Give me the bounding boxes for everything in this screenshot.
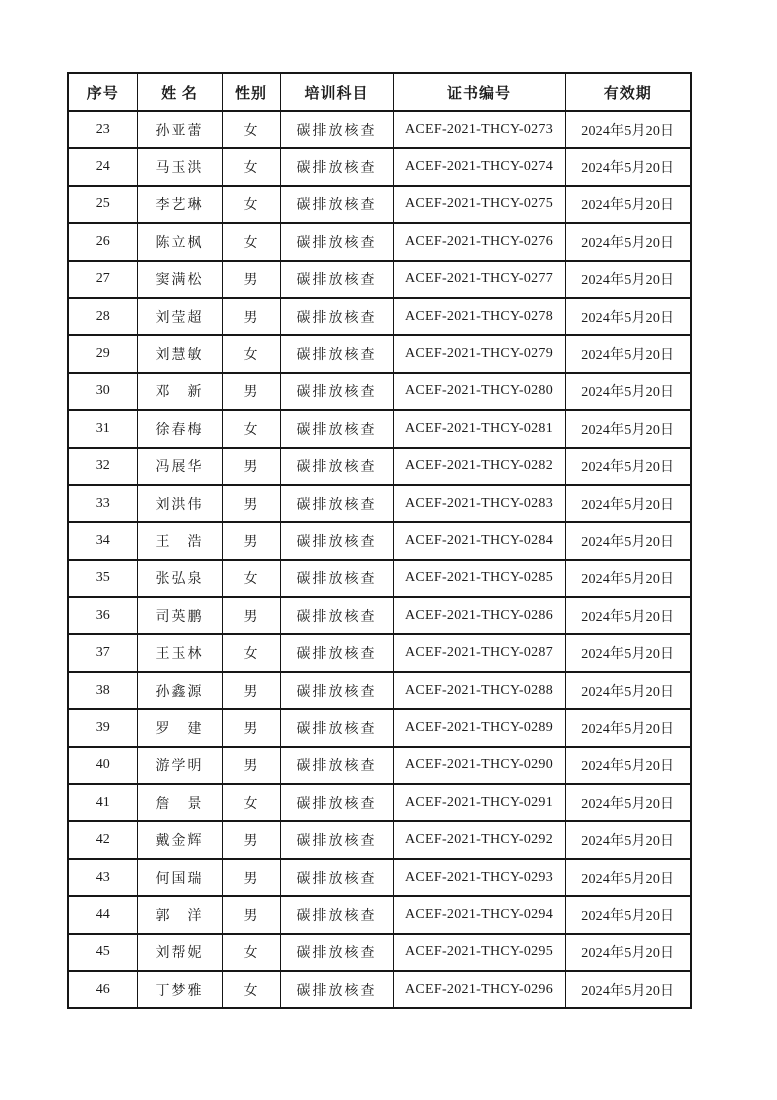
cell-validity: 2024年5月20日 (565, 448, 691, 485)
cell-name: 戴金辉 (137, 821, 222, 858)
cell-subject: 碳排放核查 (280, 148, 393, 185)
cell-seq: 25 (68, 186, 137, 223)
cell-seq: 36 (68, 597, 137, 634)
cell-validity: 2024年5月20日 (565, 560, 691, 597)
cell-validity: 2024年5月20日 (565, 934, 691, 971)
cell-seq: 42 (68, 821, 137, 858)
cell-seq: 27 (68, 261, 137, 298)
table-row (68, 448, 691, 485)
cell-validity: 2024年5月20日 (565, 111, 691, 148)
cell-gender: 男 (222, 448, 280, 485)
cell-seq: 28 (68, 298, 137, 335)
cell-name: 徐春梅 (137, 410, 222, 447)
cell-validity: 2024年5月20日 (565, 485, 691, 522)
cell-name: 李艺琳 (137, 186, 222, 223)
cell-cert-no: ACEF-2021-THCY-0279 (393, 335, 565, 372)
certificate-table-body (68, 111, 691, 1008)
cell-seq: 34 (68, 522, 137, 559)
table-row (68, 111, 691, 148)
cell-name: 孙鑫源 (137, 672, 222, 709)
cell-name: 罗 建 (137, 709, 222, 746)
cell-seq: 45 (68, 934, 137, 971)
cell-gender: 男 (222, 709, 280, 746)
cell-validity: 2024年5月20日 (565, 522, 691, 559)
cell-gender: 男 (222, 261, 280, 298)
cell-gender: 女 (222, 223, 280, 260)
cell-seq: 30 (68, 373, 137, 410)
table-row (68, 148, 691, 185)
cell-subject: 碳排放核查 (280, 971, 393, 1008)
cell-subject: 碳排放核查 (280, 448, 393, 485)
cell-seq: 32 (68, 448, 137, 485)
cell-gender: 女 (222, 186, 280, 223)
cell-name: 何国瑞 (137, 859, 222, 896)
cell-name: 刘莹超 (137, 298, 222, 335)
cell-cert-no: ACEF-2021-THCY-0282 (393, 448, 565, 485)
cell-cert-no: ACEF-2021-THCY-0281 (393, 410, 565, 447)
cell-gender: 女 (222, 335, 280, 372)
cell-name: 孙亚蕾 (137, 111, 222, 148)
header-subject: 培训科目 (280, 73, 393, 111)
cell-name: 丁梦雅 (137, 971, 222, 1008)
cell-cert-no: ACEF-2021-THCY-0291 (393, 784, 565, 821)
cell-gender: 女 (222, 971, 280, 1008)
cell-name: 冯展华 (137, 448, 222, 485)
cell-name: 陈立枫 (137, 223, 222, 260)
cell-name: 詹 景 (137, 784, 222, 821)
cell-subject: 碳排放核查 (280, 410, 393, 447)
cell-seq: 24 (68, 148, 137, 185)
cell-gender: 女 (222, 634, 280, 671)
cell-validity: 2024年5月20日 (565, 971, 691, 1008)
cell-seq: 39 (68, 709, 137, 746)
cell-subject: 碳排放核查 (280, 111, 393, 148)
cell-gender: 男 (222, 373, 280, 410)
cell-seq: 33 (68, 485, 137, 522)
cell-cert-no: ACEF-2021-THCY-0292 (393, 821, 565, 858)
cell-cert-no: ACEF-2021-THCY-0287 (393, 634, 565, 671)
cell-name: 刘帮妮 (137, 934, 222, 971)
cell-validity: 2024年5月20日 (565, 597, 691, 634)
cell-subject: 碳排放核查 (280, 261, 393, 298)
cell-cert-no: ACEF-2021-THCY-0296 (393, 971, 565, 1008)
cell-validity: 2024年5月20日 (565, 298, 691, 335)
cell-cert-no: ACEF-2021-THCY-0288 (393, 672, 565, 709)
cell-cert-no: ACEF-2021-THCY-0277 (393, 261, 565, 298)
table-row (68, 934, 691, 971)
cell-validity: 2024年5月20日 (565, 261, 691, 298)
cell-validity: 2024年5月20日 (565, 223, 691, 260)
cell-validity: 2024年5月20日 (565, 410, 691, 447)
table-row (68, 896, 691, 933)
cell-cert-no: ACEF-2021-THCY-0283 (393, 485, 565, 522)
cell-seq: 26 (68, 223, 137, 260)
cell-validity: 2024年5月20日 (565, 672, 691, 709)
cell-seq: 40 (68, 747, 137, 784)
cell-validity: 2024年5月20日 (565, 859, 691, 896)
table-row (68, 971, 691, 1008)
table-row (68, 560, 691, 597)
cell-cert-no: ACEF-2021-THCY-0289 (393, 709, 565, 746)
cell-seq: 37 (68, 634, 137, 671)
cell-subject: 碳排放核查 (280, 373, 393, 410)
cell-name: 马玉洪 (137, 148, 222, 185)
cell-name: 张弘泉 (137, 560, 222, 597)
cell-subject: 碳排放核查 (280, 709, 393, 746)
cell-subject: 碳排放核查 (280, 784, 393, 821)
table-row (68, 672, 691, 709)
cell-name: 郭 洋 (137, 896, 222, 933)
cell-cert-no: ACEF-2021-THCY-0295 (393, 934, 565, 971)
cell-gender: 男 (222, 747, 280, 784)
cell-subject: 碳排放核查 (280, 223, 393, 260)
table-row (68, 298, 691, 335)
cell-seq: 41 (68, 784, 137, 821)
cell-name: 游学明 (137, 747, 222, 784)
cell-validity: 2024年5月20日 (565, 821, 691, 858)
cell-cert-no: ACEF-2021-THCY-0284 (393, 522, 565, 559)
cell-gender: 男 (222, 522, 280, 559)
cell-subject: 碳排放核查 (280, 560, 393, 597)
cell-subject: 碳排放核查 (280, 522, 393, 559)
cell-gender: 女 (222, 560, 280, 597)
cell-gender: 女 (222, 148, 280, 185)
cell-cert-no: ACEF-2021-THCY-0275 (393, 186, 565, 223)
table-row (68, 485, 691, 522)
cell-gender: 女 (222, 784, 280, 821)
table-row (68, 859, 691, 896)
table-row (68, 821, 691, 858)
cell-name: 王玉林 (137, 634, 222, 671)
cell-validity: 2024年5月20日 (565, 709, 691, 746)
cell-subject: 碳排放核查 (280, 298, 393, 335)
cell-subject: 碳排放核查 (280, 672, 393, 709)
cell-subject: 碳排放核查 (280, 934, 393, 971)
cell-cert-no: ACEF-2021-THCY-0294 (393, 896, 565, 933)
cell-seq: 29 (68, 335, 137, 372)
certificate-table-header (68, 73, 691, 111)
cell-gender: 女 (222, 111, 280, 148)
cell-subject: 碳排放核查 (280, 859, 393, 896)
header-seq: 序号 (68, 73, 137, 111)
table-row (68, 522, 691, 559)
cell-cert-no: ACEF-2021-THCY-0286 (393, 597, 565, 634)
cell-validity: 2024年5月20日 (565, 784, 691, 821)
cell-cert-no: ACEF-2021-THCY-0285 (393, 560, 565, 597)
cell-cert-no: ACEF-2021-THCY-0293 (393, 859, 565, 896)
cell-seq: 31 (68, 410, 137, 447)
cell-gender: 男 (222, 597, 280, 634)
cell-seq: 38 (68, 672, 137, 709)
cell-gender: 男 (222, 859, 280, 896)
cell-gender: 女 (222, 410, 280, 447)
table-row (68, 747, 691, 784)
cell-name: 窦满松 (137, 261, 222, 298)
table-row (68, 186, 691, 223)
header-name: 姓 名 (137, 73, 222, 111)
cell-cert-no: ACEF-2021-THCY-0273 (393, 111, 565, 148)
cell-gender: 男 (222, 896, 280, 933)
cell-name: 刘洪伟 (137, 485, 222, 522)
cell-name: 刘慧敏 (137, 335, 222, 372)
cell-subject: 碳排放核查 (280, 747, 393, 784)
cell-seq: 44 (68, 896, 137, 933)
cell-subject: 碳排放核查 (280, 335, 393, 372)
table-row (68, 373, 691, 410)
table-row (68, 597, 691, 634)
cell-subject: 碳排放核查 (280, 896, 393, 933)
cell-subject: 碳排放核查 (280, 821, 393, 858)
cell-gender: 男 (222, 672, 280, 709)
cell-validity: 2024年5月20日 (565, 634, 691, 671)
cell-subject: 碳排放核查 (280, 485, 393, 522)
cell-validity: 2024年5月20日 (565, 373, 691, 410)
header-validity: 有效期 (565, 73, 691, 111)
cell-name: 王 浩 (137, 522, 222, 559)
table-row (68, 709, 691, 746)
table-row (68, 784, 691, 821)
cell-gender: 男 (222, 821, 280, 858)
cell-gender: 男 (222, 485, 280, 522)
cell-subject: 碳排放核查 (280, 634, 393, 671)
table-row (68, 223, 691, 260)
cell-validity: 2024年5月20日 (565, 148, 691, 185)
cell-cert-no: ACEF-2021-THCY-0290 (393, 747, 565, 784)
cell-cert-no: ACEF-2021-THCY-0278 (393, 298, 565, 335)
table-row (68, 634, 691, 671)
header-gender: 性别 (222, 73, 280, 111)
header-cert-no: 证书编号 (393, 73, 565, 111)
cell-validity: 2024年5月20日 (565, 186, 691, 223)
cell-gender: 男 (222, 298, 280, 335)
cell-gender: 女 (222, 934, 280, 971)
cell-seq: 43 (68, 859, 137, 896)
cell-cert-no: ACEF-2021-THCY-0280 (393, 373, 565, 410)
table-row (68, 410, 691, 447)
cell-name: 邓 新 (137, 373, 222, 410)
cell-validity: 2024年5月20日 (565, 747, 691, 784)
cell-subject: 碳排放核查 (280, 186, 393, 223)
cell-validity: 2024年5月20日 (565, 335, 691, 372)
cell-seq: 35 (68, 560, 137, 597)
cell-seq: 23 (68, 111, 137, 148)
table-row (68, 335, 691, 372)
cell-seq: 46 (68, 971, 137, 1008)
header-row (68, 73, 691, 111)
cell-cert-no: ACEF-2021-THCY-0276 (393, 223, 565, 260)
table-row (68, 261, 691, 298)
cell-cert-no: ACEF-2021-THCY-0274 (393, 148, 565, 185)
cell-subject: 碳排放核查 (280, 597, 393, 634)
cell-validity: 2024年5月20日 (565, 896, 691, 933)
cell-name: 司英鹏 (137, 597, 222, 634)
certificate-table (67, 72, 692, 1009)
